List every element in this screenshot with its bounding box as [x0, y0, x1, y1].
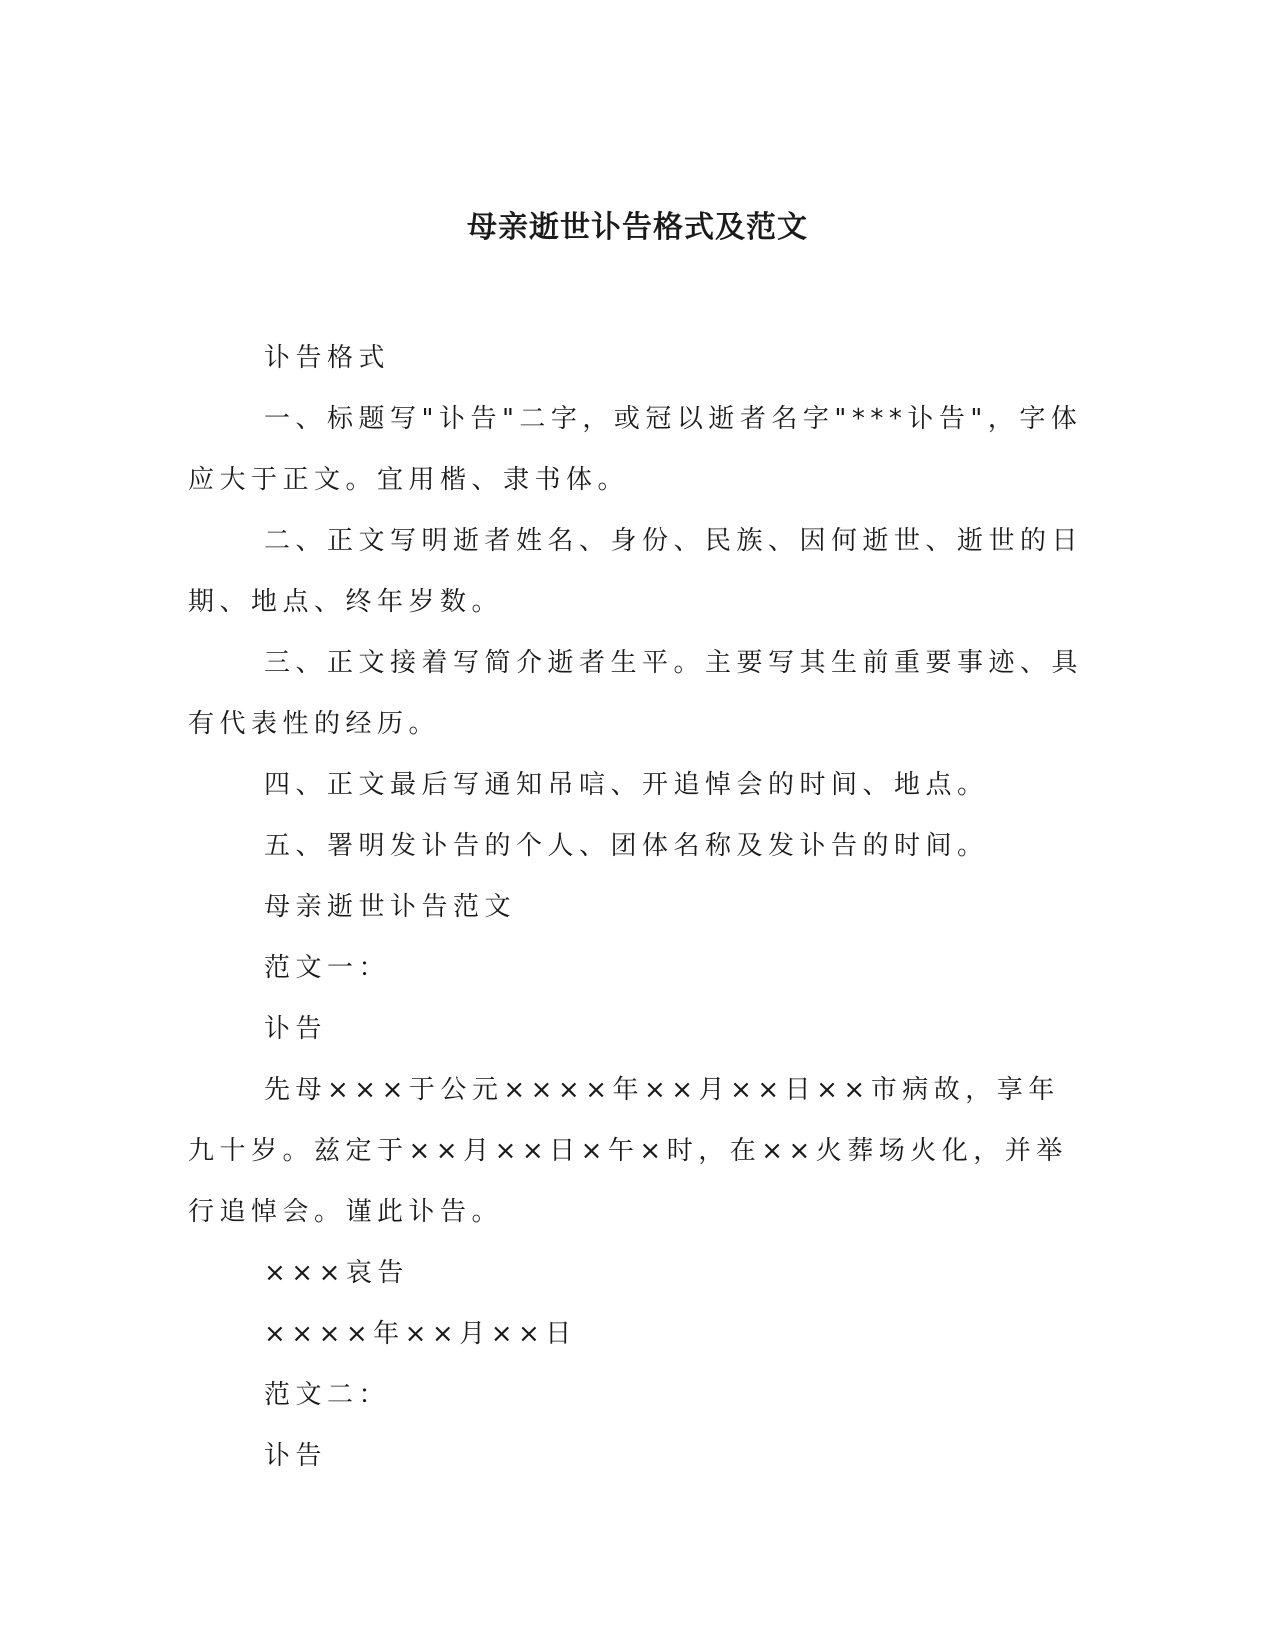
format-item-2: 二、正文写明逝者姓名、身份、民族、因何逝世、逝世的日期、地点、终年岁数。	[188, 526, 1084, 617]
example-1-signature: ×××哀告	[264, 1258, 409, 1288]
example-2-label: 范文二：	[264, 1380, 391, 1410]
section-heading-examples: 母亲逝世讣告范文	[264, 892, 517, 922]
example-1-heading: 讣告	[264, 1014, 328, 1044]
example-2-heading: 讣告	[264, 1441, 328, 1471]
format-item-4: 四、正文最后写通知吊唁、开追悼会的时间、地点。	[264, 770, 989, 800]
document-title: 母亲逝世讣告格式及范文	[467, 210, 808, 245]
format-item-3: 三、正文接着写简介逝者生平。主要写其生前重要事迹、具有代表性的经历。	[188, 648, 1084, 739]
example-1-body: 先母×××于公元××××年××月××日××市病故，享年九十岁。兹定于××月××日×午×时，在××火葬场火化，并举行追悼会。谨此讣告。	[188, 1075, 1068, 1227]
format-item-5: 五、署明发讣告的个人、团体名称及发讣告的时间。	[264, 831, 989, 861]
document-body	[188, 328, 1088, 1487]
format-item-1: 一、标题写"讣告"二字，或冠以逝者名字"***讣告"，字体应大于正文。宜用楷、隶书体。	[188, 404, 1083, 495]
section-heading-format: 讣告格式	[264, 343, 391, 373]
example-1-date: ××××年××月××日	[264, 1319, 577, 1349]
example-1-label: 范文一：	[264, 953, 391, 983]
